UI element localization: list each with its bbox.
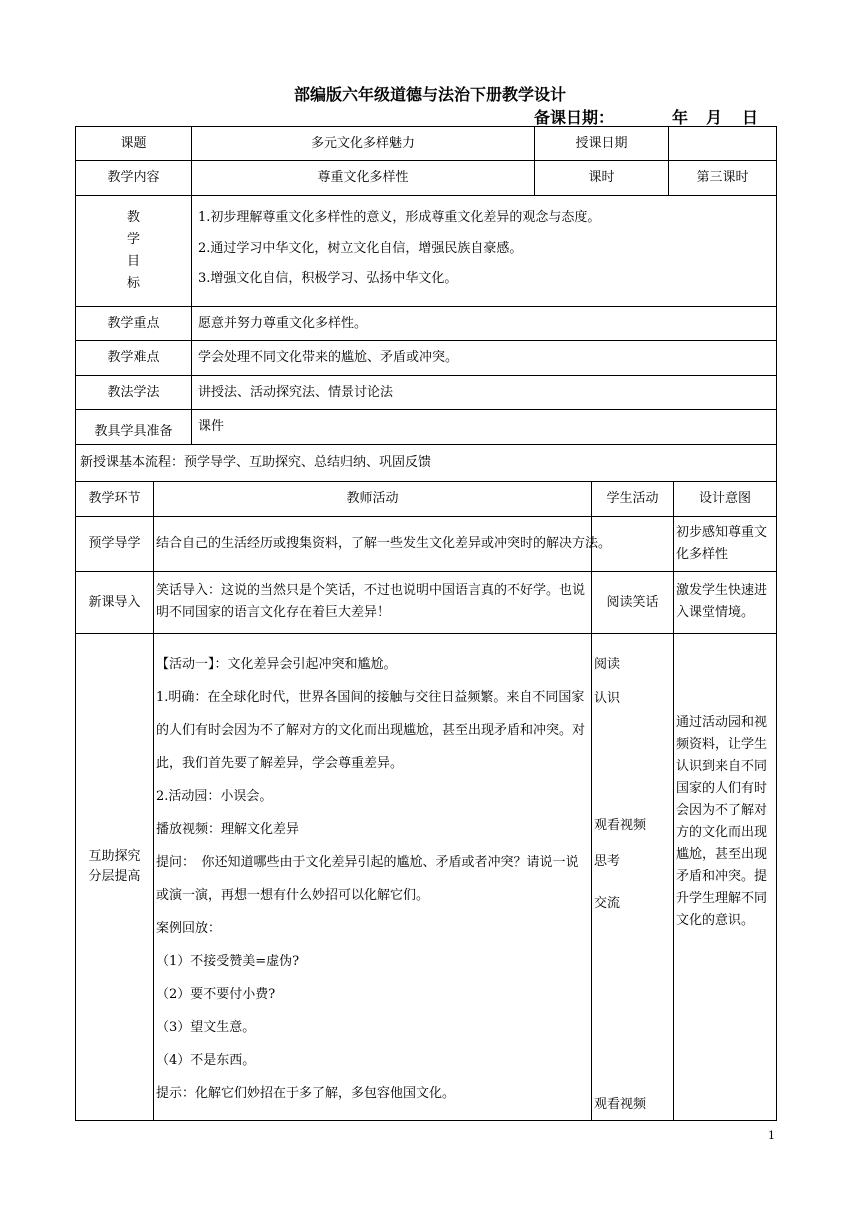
prep-date-label: 备课日期： — [534, 108, 615, 127]
case-item: （3）望文生意。 — [156, 1020, 256, 1035]
stage2-teacher: 笑话导入：这说的当然只是个笑话，不过也说明中国语言真的不好学。也说明不同国家的语言文化存在着巨大差异！ — [154, 572, 592, 634]
goals-label-char: 标 — [126, 276, 140, 291]
stage1-teacher: 结合自己的生活经历或搜集资料，了解一些发生文化差异或冲突时的解决方法。 — [154, 517, 592, 572]
difficulty-label: 教学难点 — [76, 341, 192, 376]
page-number: 1 — [768, 1129, 775, 1142]
stage1-intent: 初步感知尊重文化多样性 — [674, 517, 776, 572]
teacher-paragraph: 提示：化解它们妙招在于多了解，多包容他国文化。 — [156, 1086, 456, 1101]
tools-value: 课件 — [192, 410, 776, 445]
student-activity: 观看视频 — [594, 818, 647, 833]
case-item: （1）不接受赞美=虚伪? — [156, 954, 300, 969]
key-label: 教学重点 — [76, 307, 192, 341]
prep-date — [534, 105, 759, 128]
student-activity: 思考 — [594, 854, 621, 869]
key-value: 愿意并努力尊重文化多样性。 — [192, 307, 776, 341]
header-student: 学生活动 — [592, 482, 674, 517]
stage3-teacher — [154, 634, 592, 1120]
student-activity: 观看视频 — [594, 1097, 647, 1112]
header-stage: 教学环节 — [76, 482, 154, 517]
document-title: 部编版六年级道德与法治下册教学设计 — [293, 85, 566, 104]
stage1-name: 预学导学 — [76, 517, 154, 572]
stage3-intent: 通过活动园和视频资料，让学生认识到来自不同国家的人们有时会因为不了解对方的文化而出现尴尬，甚至出现矛盾和冲突。提升学生理解不同文化的意识。 — [676, 715, 768, 928]
teacher-paragraph: 2.活动园：小误会。 — [156, 789, 273, 804]
flow-text: 新授课基本流程：预学导学、互助探究、总结归纳、巩固反馈 — [76, 445, 776, 482]
topic-label: 课题 — [76, 127, 192, 161]
activity-heading: 【活动一】：文化差异会引起冲突和尴尬。 — [156, 657, 397, 672]
teacher-paragraph: 播放视频：理解文化差异 — [156, 822, 300, 837]
prep-date-day: 日 — [742, 108, 759, 127]
student-activity: 认识 — [594, 691, 621, 706]
prep-date-month: 月 — [706, 108, 723, 127]
stage2-intent: 激发学生快速进入课堂情境。 — [674, 572, 776, 634]
goals-label-char: 学 — [126, 232, 140, 247]
goal-item: 3.增强文化自信，积极学习、弘扬中华文化。 — [198, 271, 458, 287]
case-item: （2）要不要付小费? — [156, 987, 276, 1002]
topic-value: 多元文化多样魅力 — [192, 127, 535, 161]
period-value: 第三课时 — [669, 161, 776, 196]
date-value — [669, 127, 776, 161]
teacher-paragraph: 1.明确：在全球化时代，世界各国间的接触与交往日益频繁。来自不同国家的人们有时会因为不了解对方的文化而出现尴尬，甚至出现矛盾和冲突。对此，我们首先要了解差异，学会尊重差异。 — [156, 690, 586, 771]
goals-label — [76, 196, 192, 307]
stage3-name-line: 分层提高 — [88, 869, 141, 884]
header-teacher: 教师活动 — [154, 482, 592, 517]
stage2-name: 新课导入 — [76, 572, 154, 634]
stage1-student — [592, 517, 674, 572]
content-value: 尊重文化多样性 — [192, 161, 535, 196]
content-label: 教学内容 — [76, 161, 192, 196]
prep-date-year: 年 — [672, 108, 689, 127]
case-item: （4）不是东西。 — [156, 1053, 256, 1068]
tools-label: 教具学具准备 — [76, 410, 192, 445]
teacher-paragraph: 案例回放： — [156, 921, 222, 936]
teacher-paragraph: 提问： 你还知道哪些由于文化差异引起的尴尬、矛盾或者冲突？请说一说或演一演，再想一想有什么妙招可以化解它们。 — [156, 855, 579, 903]
date-label: 授课日期 — [535, 127, 669, 161]
student-activity: 阅读 — [594, 657, 621, 672]
method-label: 教法学法 — [76, 376, 192, 410]
stage2-student: 阅读笑话 — [592, 572, 674, 634]
stage3-name-line: 互助探究 — [88, 849, 141, 864]
difficulty-value: 学会处理不同文化带来的尴尬、矛盾或冲突。 — [192, 341, 776, 376]
method-value: 讲授法、活动探究法、情景讨论法 — [192, 376, 776, 410]
period-label: 课时 — [535, 161, 669, 196]
header-intent: 设计意图 — [674, 482, 776, 517]
stage3-name — [76, 634, 154, 1120]
goals-label-char: 目 — [126, 254, 140, 269]
goal-item: 2.通过学习中华文化，树立文化自信，增强民族自豪感。 — [198, 240, 523, 256]
student-activity: 交流 — [594, 896, 621, 911]
stage3-student — [592, 634, 674, 1120]
goals-label-char: 教 — [126, 210, 140, 225]
goals-list — [192, 196, 776, 307]
lesson-plan-table — [75, 126, 777, 1121]
goal-item: 1.初步理解尊重文化多样性的意义，形成尊重文化差异的观念与态度。 — [198, 210, 601, 225]
